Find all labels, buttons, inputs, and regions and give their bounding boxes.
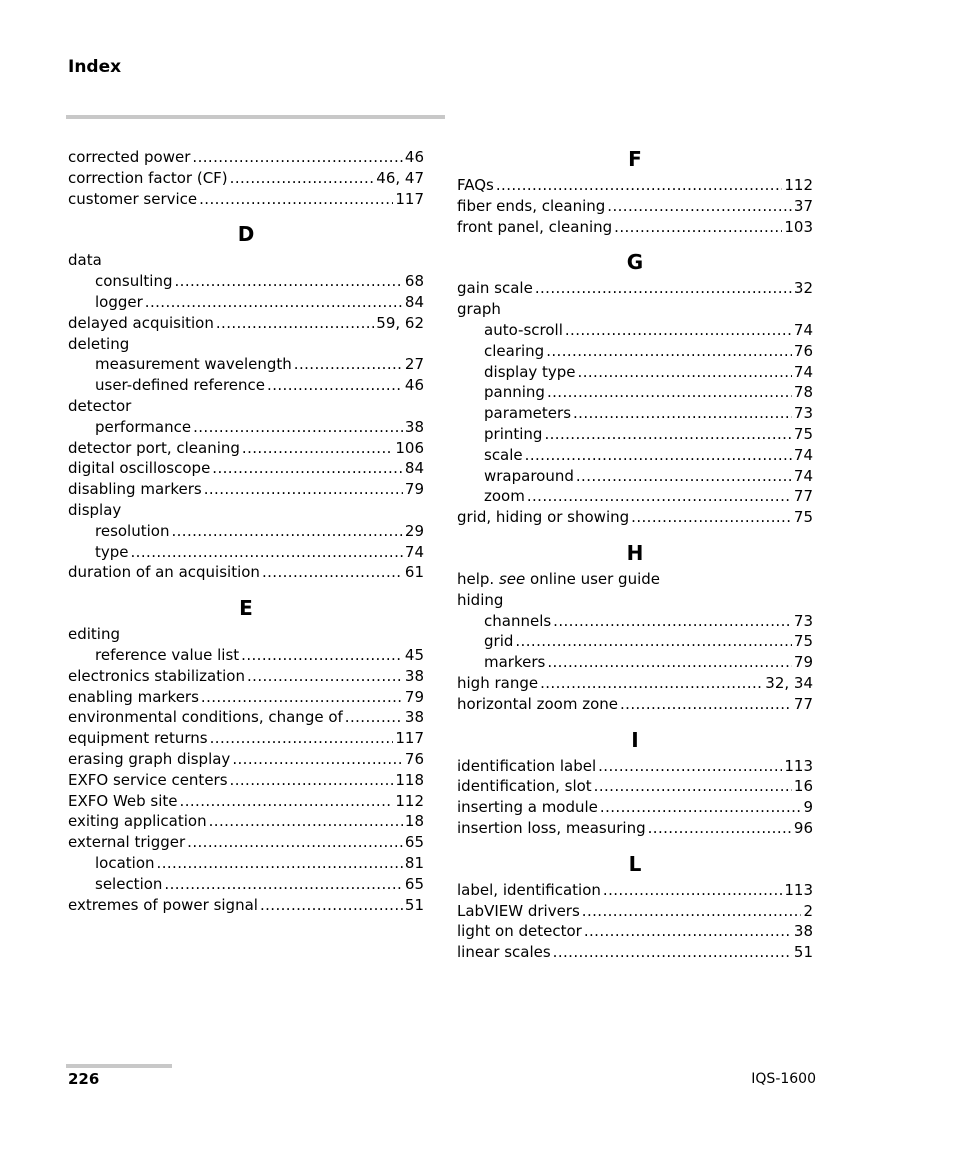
index-term: selection	[95, 874, 163, 893]
dot-leader	[209, 811, 403, 832]
index-page-numbers: 29	[404, 521, 424, 540]
index-term: markers	[484, 653, 546, 672]
dot-leader	[171, 521, 402, 542]
index-entry	[457, 217, 813, 238]
index-term: user-defined reference	[95, 376, 266, 395]
index-entry	[457, 673, 813, 694]
footer-rule	[66, 1064, 172, 1068]
index-term: high range	[457, 673, 539, 692]
dot-leader	[345, 707, 403, 728]
index-entry	[457, 196, 813, 217]
index-term: channels	[484, 611, 552, 630]
index-term: light on detector	[457, 922, 582, 941]
dot-leader	[546, 341, 792, 362]
index-entry	[457, 880, 813, 901]
index-page-numbers: 9	[803, 798, 813, 817]
index-page-numbers: 77	[793, 694, 813, 713]
index-subentry	[457, 611, 813, 632]
index-term: insertion loss, measuring	[457, 818, 646, 837]
index-term: customer service	[68, 189, 198, 208]
index-page-numbers: 75	[793, 508, 813, 527]
index-term: environmental conditions, change of	[68, 708, 343, 727]
index-entry	[68, 687, 424, 708]
index-page-numbers: 65	[404, 874, 424, 893]
index-entry	[457, 569, 813, 590]
index-entry	[457, 507, 813, 528]
dot-leader	[527, 486, 792, 507]
index-page-numbers: 38	[404, 417, 424, 436]
index-subentry	[457, 341, 813, 362]
index-subentry	[68, 542, 424, 563]
index-entry	[457, 776, 813, 797]
index-page-numbers: 84	[404, 292, 424, 311]
index-page-numbers: 79	[404, 687, 424, 706]
dot-leader	[578, 362, 792, 383]
index-term: EXFO service centers	[68, 770, 228, 789]
index-page-numbers: 118	[395, 770, 424, 789]
index-entry	[68, 624, 424, 645]
index-page-numbers: 96	[793, 818, 813, 837]
index-entry	[68, 707, 424, 728]
index-page-numbers: 65	[404, 833, 424, 852]
dot-leader	[294, 354, 403, 375]
dot-leader	[573, 403, 792, 424]
index-term: scale	[484, 445, 523, 464]
page-header-title: Index	[68, 57, 122, 77]
index-page-numbers: 68	[404, 272, 424, 291]
index-term: logger	[95, 292, 143, 311]
index-entry	[68, 313, 424, 334]
index-page-numbers: 112	[395, 791, 424, 810]
index-term: location	[95, 853, 155, 872]
index-term: panning	[484, 383, 545, 402]
index-subentry	[68, 271, 424, 292]
index-subentry	[68, 645, 424, 666]
dot-leader	[614, 217, 782, 238]
index-subentry	[68, 874, 424, 895]
dot-leader	[631, 507, 792, 528]
index-term: auto-scroll	[484, 320, 563, 339]
index-page-numbers: 45	[404, 645, 424, 664]
dot-leader	[145, 292, 403, 313]
dot-leader	[260, 895, 403, 916]
index-page-numbers: 74	[793, 445, 813, 464]
dot-leader	[547, 382, 792, 403]
index-term: zoom	[484, 487, 525, 506]
dot-leader	[547, 652, 792, 673]
index-term: help. see online user guide	[457, 569, 661, 588]
index-entry	[68, 832, 424, 853]
index-entry	[68, 562, 424, 583]
index-term: detector	[68, 396, 132, 415]
index-term: linear scales	[457, 943, 551, 962]
dot-leader	[553, 611, 792, 632]
dot-leader	[262, 562, 403, 583]
dot-leader	[648, 818, 792, 839]
index-term: erasing graph display	[68, 749, 231, 768]
dot-leader	[212, 458, 403, 479]
dot-leader	[607, 196, 792, 217]
index-term: horizontal zoom zone	[457, 694, 618, 713]
index-subentry	[457, 320, 813, 341]
index-subentry	[457, 445, 813, 466]
index-page-numbers: 37	[793, 196, 813, 215]
index-term: equipment returns	[68, 729, 208, 748]
index-page-numbers: 74	[793, 362, 813, 381]
index-term: identification, slot	[457, 777, 592, 796]
index-page-numbers: 76	[793, 341, 813, 360]
index-subentry	[68, 354, 424, 375]
index-page-numbers: 106	[395, 438, 424, 457]
index-entry	[68, 811, 424, 832]
index-entry	[457, 278, 813, 299]
index-entry	[457, 818, 813, 839]
dot-leader	[598, 756, 782, 777]
index-entry	[68, 666, 424, 687]
index-page-numbers: 46	[404, 148, 424, 166]
index-column-left	[68, 147, 424, 915]
index-term: front panel, cleaning	[457, 217, 613, 236]
index-term: duration of an acquisition	[68, 563, 260, 582]
dot-leader	[565, 320, 792, 341]
index-term: type	[95, 542, 129, 561]
dot-leader	[242, 438, 393, 459]
dot-leader	[582, 901, 802, 922]
index-subentry	[68, 417, 424, 438]
index-term: external trigger	[68, 833, 186, 852]
index-page-numbers: 46, 47	[376, 168, 424, 187]
index-page-numbers: 46	[404, 376, 424, 395]
index-term: resolution	[95, 521, 170, 540]
dot-leader	[230, 770, 394, 791]
index-entry	[68, 895, 424, 916]
index-subentry	[68, 375, 424, 396]
index-page-numbers: 59, 62	[376, 313, 424, 332]
index-entry	[457, 901, 813, 922]
dot-leader	[544, 424, 791, 445]
index-entry	[68, 479, 424, 500]
index-subentry	[457, 631, 813, 652]
index-page-numbers: 38	[793, 922, 813, 941]
index-entry	[68, 250, 424, 271]
see-reference-target: online user guide	[530, 569, 661, 588]
dot-leader	[216, 313, 374, 334]
index-letter-heading: L	[628, 851, 642, 876]
dot-leader	[187, 832, 403, 853]
index-subentry	[457, 486, 813, 507]
index-page-numbers: 73	[793, 404, 813, 423]
index-letter-heading: D	[237, 222, 255, 247]
dot-leader	[535, 278, 792, 299]
index-entry	[68, 396, 424, 417]
dot-leader	[603, 880, 782, 901]
dot-leader	[157, 853, 403, 874]
dot-leader	[193, 417, 403, 438]
index-page-numbers: 73	[793, 611, 813, 630]
index-page-numbers: 51	[793, 943, 813, 962]
index-page-numbers: 81	[404, 853, 424, 872]
dot-leader	[594, 776, 792, 797]
see-reference-marker: see	[498, 569, 526, 588]
index-subentry	[68, 853, 424, 874]
dot-leader	[267, 375, 403, 396]
dot-leader	[540, 673, 763, 694]
dot-leader	[131, 542, 403, 563]
index-subentry	[457, 424, 813, 445]
index-entry	[457, 921, 813, 942]
document-id: IQS-1600	[751, 1071, 816, 1087]
header-rule	[66, 115, 445, 119]
dot-leader	[600, 797, 802, 818]
index-term: gain scale	[457, 279, 533, 298]
index-term: grid, hiding or showing	[457, 508, 630, 527]
index-letter-heading: H	[626, 540, 644, 565]
index-entry	[68, 500, 424, 521]
index-term: FAQs	[457, 176, 494, 194]
index-entry	[68, 770, 424, 791]
dot-leader	[192, 147, 403, 168]
index-term: EXFO Web site	[68, 791, 178, 810]
index-page-numbers: 117	[395, 189, 424, 208]
dot-leader	[199, 189, 393, 210]
index-term: detector port, cleaning	[68, 438, 240, 457]
index-page-numbers: 27	[404, 355, 424, 374]
index-term: consulting	[95, 272, 173, 291]
dot-leader	[584, 921, 792, 942]
dot-leader	[241, 645, 403, 666]
dot-leader	[164, 874, 402, 895]
index-page-numbers: 79	[793, 653, 813, 672]
index-page-numbers: 84	[404, 459, 424, 478]
index-entry	[68, 728, 424, 749]
index-term: display	[68, 500, 122, 519]
index-letter-heading: I	[631, 727, 639, 752]
index-page-numbers: 79	[404, 480, 424, 499]
index-entry	[68, 791, 424, 812]
index-entry	[457, 942, 813, 963]
dot-leader	[180, 791, 394, 812]
index-term: reference value list	[95, 645, 240, 664]
index-term: disabling markers	[68, 480, 202, 499]
index-term: corrected power	[68, 148, 191, 166]
dot-leader	[620, 694, 792, 715]
index-entry	[457, 756, 813, 777]
index-entry	[457, 797, 813, 818]
page-number: 226	[68, 1070, 100, 1088]
index-page-numbers: 32	[793, 279, 813, 298]
index-page-numbers: 61	[404, 563, 424, 582]
index-page-numbers: 75	[793, 424, 813, 443]
index-letter-heading: F	[628, 147, 642, 171]
dot-leader	[247, 666, 403, 687]
index-page-numbers: 112	[784, 176, 813, 194]
dot-leader	[576, 466, 792, 487]
index-page-numbers: 113	[784, 880, 813, 899]
index-term: identification label	[457, 756, 597, 775]
index-subentry	[68, 521, 424, 542]
index-term: delayed acquisition	[68, 313, 214, 332]
index-page-numbers: 74	[793, 466, 813, 485]
index-entry	[68, 458, 424, 479]
index-entry	[457, 175, 813, 196]
index-term: grid	[484, 632, 514, 651]
index-entry	[68, 147, 424, 168]
index-entry	[68, 334, 424, 355]
index-term: printing	[484, 424, 543, 443]
index-page-numbers: 117	[395, 729, 424, 748]
dot-leader	[496, 175, 782, 196]
index-term: fiber ends, cleaning	[457, 196, 606, 215]
index-entry	[457, 299, 813, 320]
index-column-right	[457, 147, 813, 963]
index-term: measurement wavelength	[95, 355, 292, 374]
index-page-numbers: 32, 34	[765, 673, 813, 692]
index-term: inserting a module	[457, 798, 598, 817]
index-page-numbers: 76	[404, 749, 424, 768]
index-subentry	[457, 403, 813, 424]
index-subentry	[457, 466, 813, 487]
index-entry	[68, 168, 424, 189]
index-term: display type	[484, 362, 576, 381]
index-letter-heading: E	[239, 596, 253, 621]
index-page-numbers: 78	[793, 383, 813, 402]
index-page-numbers: 2	[803, 901, 813, 920]
index-term: clearing	[484, 341, 545, 360]
index-subentry	[457, 382, 813, 403]
index-entry	[68, 438, 424, 459]
index-entry	[457, 590, 813, 611]
index-letter-heading: G	[626, 250, 644, 275]
index-term: data	[68, 251, 102, 270]
index-term: correction factor (CF)	[68, 168, 228, 187]
index-page-numbers: 74	[404, 542, 424, 561]
index-page-numbers: 75	[793, 632, 813, 651]
dot-leader	[175, 271, 403, 292]
index-entry	[457, 694, 813, 715]
dot-leader	[230, 168, 375, 189]
index-term: digital oscilloscope	[68, 459, 211, 478]
dot-leader	[515, 631, 792, 652]
index-term: deleting	[68, 334, 130, 353]
index-term: LabVIEW drivers	[457, 901, 580, 920]
index-subentry	[457, 652, 813, 673]
dot-leader	[201, 687, 403, 708]
index-page-numbers: 113	[784, 756, 813, 775]
index-entry	[68, 749, 424, 770]
index-page-numbers: 51	[404, 895, 424, 914]
index-term: enabling markers	[68, 687, 199, 706]
index-term: graph	[457, 300, 501, 319]
index-page-numbers: 103	[784, 217, 813, 236]
index-page-numbers: 18	[404, 812, 424, 831]
index-term: electronics stabilization	[68, 666, 245, 685]
dot-leader	[210, 728, 394, 749]
index-subentry	[68, 292, 424, 313]
index-term: performance	[95, 417, 192, 436]
index-page-numbers: 38	[404, 666, 424, 685]
index-subentry	[457, 362, 813, 383]
dot-leader	[525, 445, 792, 466]
index-term: hiding	[457, 590, 504, 609]
dot-leader	[553, 942, 792, 963]
index-term: parameters	[484, 404, 572, 423]
index-term: label, identification	[457, 880, 601, 899]
dot-leader	[204, 479, 403, 500]
index-page-numbers: 77	[793, 487, 813, 506]
index-page-numbers: 38	[404, 708, 424, 727]
index-entry	[68, 189, 424, 210]
index-term: editing	[68, 625, 120, 644]
dot-leader	[232, 749, 403, 770]
index-page-numbers: 16	[793, 777, 813, 796]
index-term: wraparound	[484, 466, 574, 485]
index-term: exiting application	[68, 812, 207, 831]
index-page-numbers: 74	[793, 320, 813, 339]
index-term: extremes of power signal	[68, 895, 258, 914]
